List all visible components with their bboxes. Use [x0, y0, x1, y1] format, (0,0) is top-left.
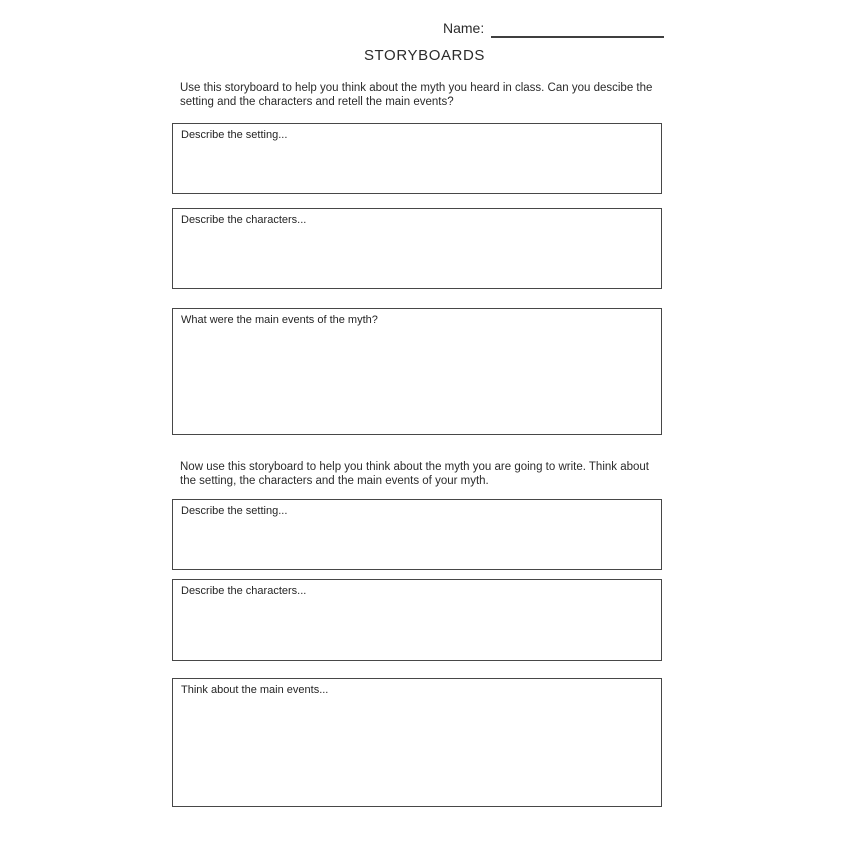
page-title: STORYBOARDS [363, 47, 486, 64]
answer-box-setting-write[interactable] [172, 499, 662, 570]
box-prompt-characters: Describe the characters... [181, 214, 307, 226]
answer-box-setting-heard[interactable] [172, 123, 662, 194]
answer-box-main-events-heard[interactable] [172, 308, 662, 435]
name-label: Name: [443, 20, 485, 36]
answer-box-main-events-write[interactable] [172, 678, 662, 807]
box-prompt-setting: Describe the setting... [181, 505, 288, 517]
answer-box-characters-write[interactable] [172, 579, 662, 661]
answer-box-characters-heard[interactable] [172, 208, 662, 289]
section2-instructions: Now use this storyboard to help you think about the myth you are going to write. Think about the setting, the characters and the main events of your myth. [180, 461, 650, 487]
section1-instructions: Use this storyboard to help you think about the myth you heard in class. Can you descibe the setting and the characters and retell the main events? [180, 82, 653, 108]
name-fill-line[interactable] [491, 22, 664, 38]
box-prompt-setting: Describe the setting... [181, 129, 288, 141]
box-prompt-main-events: What were the main events of the myth? [181, 314, 378, 326]
box-prompt-characters: Describe the characters... [181, 585, 307, 597]
box-prompt-main-events: Think about the main events... [181, 684, 329, 696]
